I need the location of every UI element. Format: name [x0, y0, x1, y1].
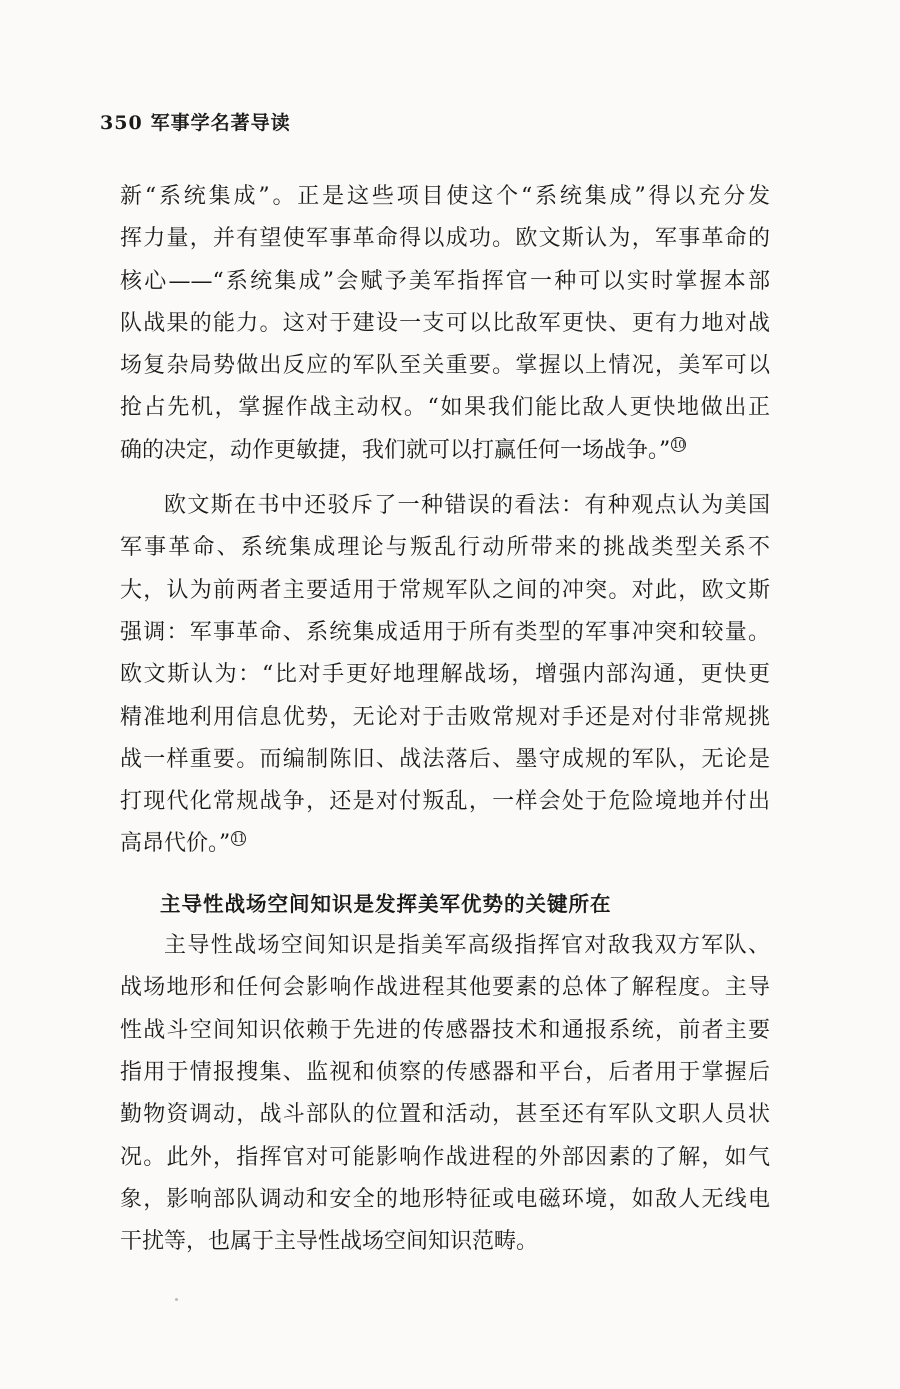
book-title: 军事学名著导读	[150, 112, 291, 134]
text-line-content: 确的决定，动作更敏捷，我们就可以打赢任何一场战争。”	[120, 437, 671, 463]
text-line: 抢占先机，掌握作战主动权。“如果我们能比敌人更快地做出正	[120, 395, 770, 421]
running-header	[100, 108, 291, 135]
footnote-marker: 11	[232, 832, 245, 846]
text-line: 精准地利用信息优势，无论对于击败常规对手还是对付非常规挑	[120, 704, 770, 730]
scan-speck	[175, 1298, 178, 1301]
text-line: 战一样重要。而编制陈旧、战法落后、墨守成规的军队，无论是	[120, 746, 770, 772]
paragraph-3	[120, 925, 770, 1263]
text-line: 挥力量，并有望使军事革命得以成功。欧文斯认为，军事革命的	[120, 226, 770, 252]
text-line-content: 高昂代价。”	[120, 831, 231, 857]
text-line: 指用于情报搜集、监视和侦察的传感器和平台，后者用于掌握后	[120, 1059, 770, 1085]
text-line: 主导性战场空间知识是指美军高级指挥官对敌我双方军队、	[164, 933, 770, 959]
page-body	[120, 176, 770, 1263]
paragraph-2	[120, 485, 770, 866]
text-line: 况。此外，指挥官对可能影响作战进程的外部因素的了解，如气	[120, 1144, 770, 1170]
text-line: 干扰等，也属于主导性战场空间知识范畴。	[120, 1229, 539, 1255]
section-heading: 主导性战场空间知识是发挥美军优势的关键所在	[160, 891, 612, 916]
page-number: 350	[100, 112, 143, 134]
text-line: 队战果的能力。这对于建设一支可以比敌军更快、更有力地对战	[120, 310, 770, 336]
text-line: 场复杂局势做出反应的军队至关重要。掌握以上情况，美军可以	[120, 353, 770, 379]
text-line: 战场地形和任何会影响作战进程其他要素的总体了解程度。主导	[120, 975, 770, 1001]
footnote-marker: 10	[672, 438, 685, 452]
text-line	[120, 823, 770, 865]
text-line	[120, 430, 770, 472]
text-line: 性战斗空间知识依赖于先进的传感器技术和通报系统，前者主要	[120, 1017, 770, 1043]
text-line: 打现代化常规战争，还是对付叛乱，一样会处于危险境地并付出	[120, 789, 770, 815]
text-line: 欧文斯认为：“比对手更好地理解战场，增强内部沟通，更快更	[120, 662, 770, 688]
text-line: 勤物资调动，战斗部队的位置和活动，甚至还有军队文职人员状	[120, 1102, 770, 1128]
text-line: 强调：军事革命、系统集成适用于所有类型的军事冲突和较量。	[120, 619, 770, 645]
text-line: 军事革命、系统集成理论与叛乱行动所带来的挑战类型关系不	[120, 535, 770, 561]
text-line: 大，认为前两者主要适用于常规军队之间的冲突。对此，欧文斯	[120, 577, 770, 603]
text-line: 新“系统集成”。正是这些项目使这个“系统集成”得以充分发	[120, 184, 770, 209]
text-line: 象，影响部队调动和安全的地形特征或电磁环境，如敌人无线电	[120, 1186, 770, 1212]
text-line: 欧文斯在书中还驳斥了一种错误的看法：有种观点认为美国	[164, 493, 770, 519]
text-line: 核心——“系统集成”会赋予美军指挥官一种可以实时掌握本部	[120, 268, 770, 294]
paragraph-1	[120, 176, 770, 472]
